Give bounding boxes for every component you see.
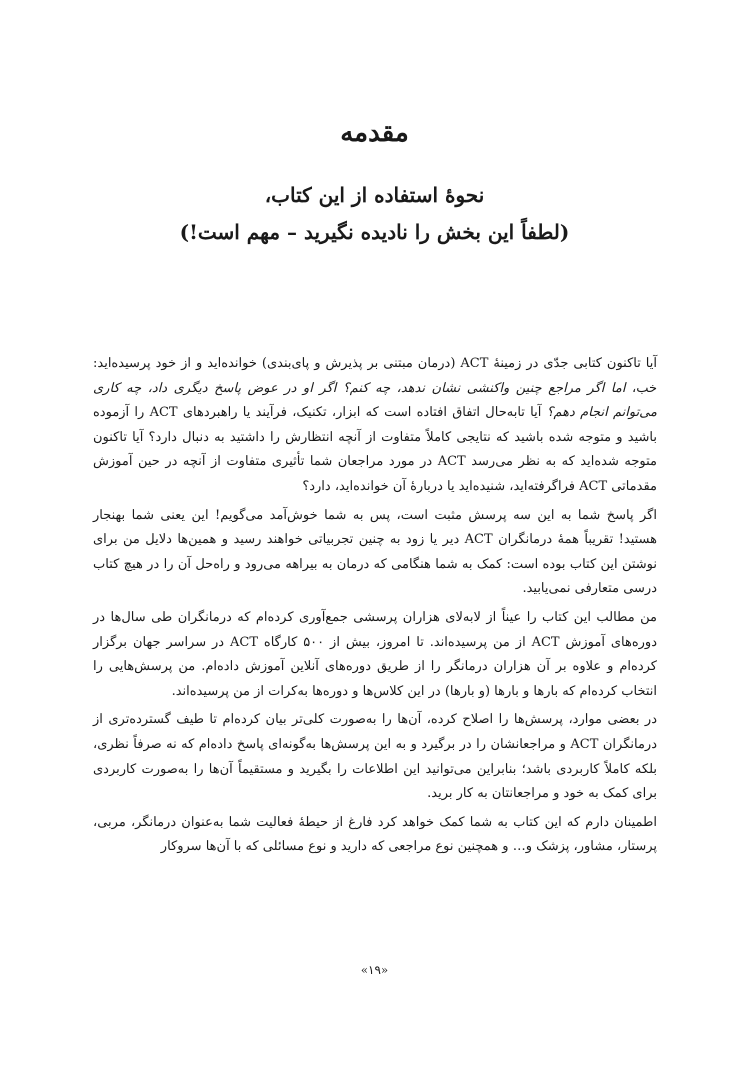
section-subtitle-line-1: نحوهٔ استفاده از این کتاب، [264,183,485,207]
paragraph-3: من مطالب این کتاب را عیناً از لابه‌لای هزاران پرسشی جمع‌آوری کرده‌ام که درمانگران طی سال‌ها در دوره‌های آموزش ACT از من پرسیده‌اند. تا امروز، بیش از ۵۰۰ کارگاه ACT در سراسر جهان برگزار کرده‌ام و علاوه بر آن هزاران درمانگر را از طریق دوره‌های آنلاین آموزش داده‌ام. من پرسش‌هایی را انتخاب کرده‌ام که بارها و بارها (و بارها) در این کلاس‌ها و دوره‌ها به‌کرات از من پرسیده‌اند. [93,609,657,699]
paragraph-1-text-a: آیا تاکنون کتابی جدّی در زمینهٔ ACT (درمان مبتنی بر پذیرش و پای‌بندی) خوانده‌اید و از خود پرسیده‌اید: خب، [93,356,658,396]
paragraph-1-italic-question: اما اگر مراجع چنین واکنشی نشان ندهد، چه کنم؟ اگر او در عوض پاسخ دیگری داد، چه کاری می‌توانم انجام دهم؟ [93,380,657,421]
page-number: «۱۹» [360,963,389,977]
paragraph-5: اطمینان دارم که این کتاب به شما کمک خواهد کرد فارغ از حیطهٔ فعالیت شما به‌عنوان درمانگر، مربی، پرستار، مشاور، پزشک و… و همچنین نوع مراجعی که دارید و نوع مسائلی که با آن‌ها سروکار [93,814,657,855]
paragraph-1 [93,352,657,500]
section-subtitle-line-2: (لطفاً این بخش را نادیده نگیرید – مهم است!) [179,220,570,244]
chapter-title: مقدمه [340,118,409,148]
paragraph-2: اگر پاسخ شما به این سه پرسش مثبت است، پس به شما خوش‌آمد می‌گویم! این یعنی شما بهنجار هستید! تقریباً همهٔ درمانگران ACT دیر یا زود به چنین تجربیاتی خواهند رسید و همین‌ها دلایل من برای نوشتن این کتاب بوده است: کمک به شما هنگامی که درمان به بیراهه می‌رود و راه‌حل آن را در هیچ کتاب درسی متعارفی نمی‌یابید. [93,507,657,597]
paragraph-4: در بعضی موارد، پرسش‌ها را اصلاح کرده، آن‌ها را به‌صورت کلی‌تر بیان کرده‌ام تا طیف گسترده‌تری از درمانگران ACT و مراجعانشان را در برگیرد و به این پرسش‌ها به‌گونه‌ای پاسخ داده‌ام که نه صرفاً نظری، بلکه کاملاً کاربردی باشد؛ بنابراین می‌توانید این اطلاعات را بگیرید و مستقیماً آن‌ها را به‌صورت کاربردی برای کمک به خود و مراجعانتان به کار برید. [93,712,657,802]
paragraph-1-text-b: آیا تابه‌حال اتفاق افتاده است که ابزار، تکنیک، فرآیند یا راهبردهای ACT را آزموده باشید و متوجه شده باشید که نتایجی کاملاً متفاوت از آنچه انتظارش را داشتید به دنبال دارد؟ آیا تاکنون متوجه شده‌اید که به نظر می‌رسد ACT در مورد مراجعان شما تأثیری متفاوت از آنچه در حین آموزش مقدماتی ACT فراگرفته‌اید، شنیده‌اید یا دربارهٔ آن خوانده‌اید، دارد؟ [93,405,657,494]
body-text [93,352,657,864]
